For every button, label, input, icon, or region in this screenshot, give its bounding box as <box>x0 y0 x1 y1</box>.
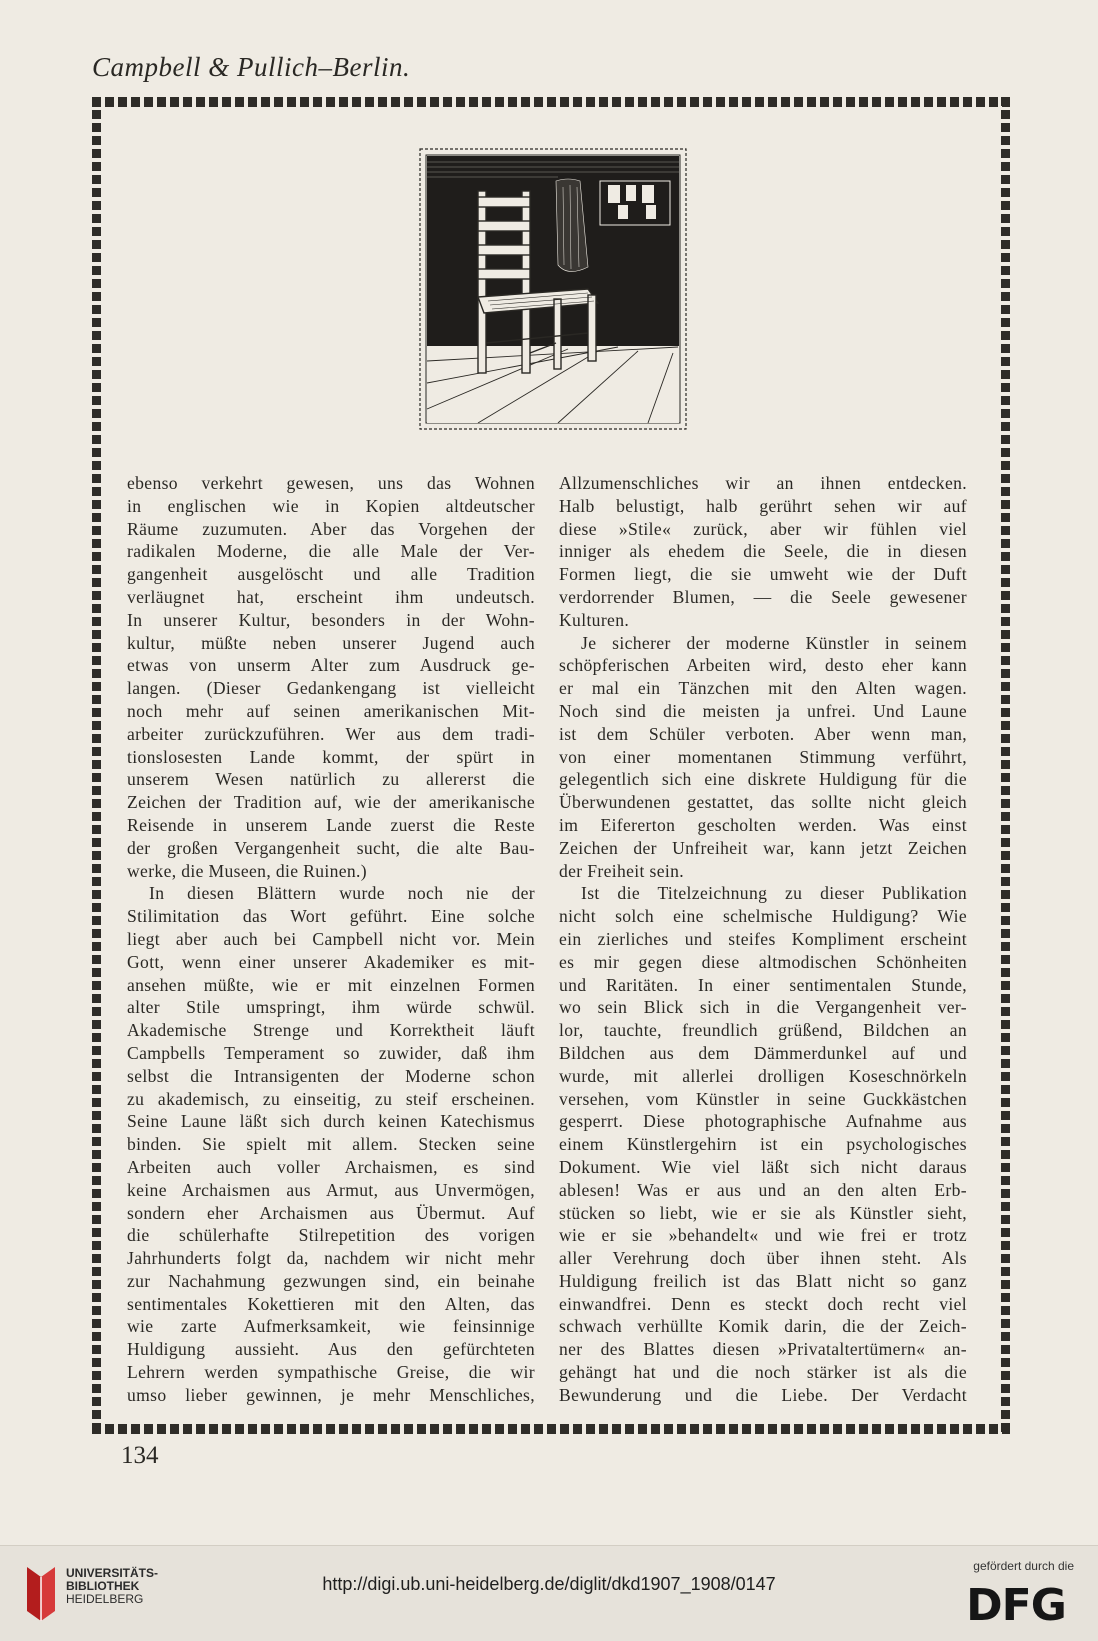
text-line: im Eifererton gescholten werden. Was einst <box>559 814 967 835</box>
text-line: Campbells Temperament so zuwider, daß ihm <box>127 1042 535 1063</box>
text-line: unserem Wesen natürlich zu allererst die <box>127 769 535 790</box>
text-line: keine Archaismen aus Armut, aus Unvermögen, <box>127 1179 535 1200</box>
dfg-logo-text: DFG <box>966 1580 1066 1627</box>
text-line: etwas von unserm Alter zum Ausdruck ge- <box>127 655 535 676</box>
text-line: zu akademisch, zu einseitig, zu steif erscheinen. <box>127 1088 535 1109</box>
text-line: wurde, mit allerlei drolligen Koseschnörkeln <box>559 1065 967 1086</box>
text-line: Seine Laune läßt sich durch keinen Katechismus <box>127 1111 535 1132</box>
text-line: ablesen! Was er aus und an den alten Erb- <box>559 1179 967 1200</box>
text-line: In diesen Blättern wurde noch nie der <box>149 883 535 904</box>
text-line: diese »Stile« zurück, aber wir fühlen viel <box>559 518 967 539</box>
text-line: Stilimitation das Wort geführt. Eine solche <box>127 906 535 927</box>
permalink-url[interactable]: http://digi.ub.uni-heidelberg.de/diglit/dkd1907_1908/0147 <box>322 1574 776 1594</box>
text-line: selbst die Intransigenten der Moderne schon <box>127 1065 535 1086</box>
text-line: Räume zuzumuten. Aber das Vorgehen der <box>127 518 535 539</box>
text-line: werke, die Museen, die Ruinen.) <box>127 860 367 881</box>
text-line: Akademische Strenge und Korrektheit läuft <box>127 1020 535 1041</box>
text-line: Halb belustigt, halb gerührt sehen wir auf <box>559 495 967 516</box>
funded-by-label: gefördert durch die <box>973 1559 1074 1573</box>
text-line: von einer momentanen Stimmung verführt, <box>559 746 967 767</box>
text-line: schwach verhüllte Komik darin, die der Zeich- <box>559 1316 967 1337</box>
text-line: lor, tauchte, freundlich grüßend, Bildchen an <box>559 1020 967 1041</box>
text-line: er mal ein Tänzchen mit den Alten wagen. <box>559 678 967 699</box>
text-line: verdorrender Blumen, — die Seele gewesener <box>559 586 967 607</box>
text-line: Bildchen aus dem Dämmerdunkel auf und <box>559 1042 967 1063</box>
text-line: versehen, vom Künstler in seine Guckkästchen <box>559 1088 967 1109</box>
border-left <box>92 97 101 1434</box>
text-line: gangenheit ausgelöscht und alle Tradition <box>127 564 535 585</box>
text-line: gesperrt. Diese photographische Aufnahme aus <box>559 1111 967 1132</box>
text-line: sondern eher Archaismen aus Übermut. Auf <box>127 1202 535 1223</box>
border-right <box>1001 97 1010 1434</box>
text-line: aller Verehrung doch über ihnen steht. Als <box>559 1248 967 1269</box>
text-line: liegt aber auch bei Campbell nicht vor. Mein <box>127 928 535 949</box>
chair-in-room-illustration <box>418 147 688 431</box>
text-line: stücken so liebt, wie er sie als Künstler sieht, <box>559 1202 967 1223</box>
running-head: Campbell & Pullich–Berlin. <box>92 52 411 82</box>
text-line: Noch sind die meisten ja unfrei. Und Laune <box>559 700 967 721</box>
border-top <box>92 97 1010 107</box>
text-line: Ist die Titelzeichnung zu dieser Publikation <box>581 883 967 904</box>
text-line: tionslosesten Lande kommt, der spürt in <box>127 746 535 767</box>
text-line: langen. (Dieser Gedankengang ist vielleicht <box>127 678 535 699</box>
text-line: ansehen müßte, wie er mit einzelnen Formen <box>127 974 535 995</box>
page-number: 134 <box>121 1442 159 1469</box>
border-bottom <box>92 1424 1010 1434</box>
text-line: ner des Blattes diesen »Privataltertümern« an- <box>559 1339 967 1360</box>
text-line: umso lieber gewinnen, je mehr Menschliches, <box>127 1384 535 1405</box>
text-line: binden. Sie spielt mit allem. Stecken seine <box>127 1134 535 1155</box>
text-line: der Freiheit sein. <box>559 860 685 881</box>
text-line: verläugnet hat, erscheint ihm undeutsch. <box>127 586 535 607</box>
text-line: Bewunderung und die Liebe. Der Verdacht <box>559 1384 967 1405</box>
text-line: arbeiter zurückzuführen. Wer aus dem tradi- <box>127 723 535 744</box>
text-line: der großen Vergangenheit sucht, die alte Bau- <box>127 837 535 858</box>
text-column-right <box>559 472 967 1407</box>
text-line: kultur, müßte neben unserer Jugend auch <box>127 632 535 653</box>
text-line: Lehrern werden sympathische Greise, die wir <box>127 1362 535 1383</box>
text-line: nicht solch eine schelmische Huldigung? Wie <box>559 906 967 927</box>
text-line: einem Künstlergehirn ist ein psychologisches <box>559 1134 967 1155</box>
text-column-left <box>127 472 535 1407</box>
text-line: In unserer Kultur, besonders in der Wohn- <box>127 609 535 630</box>
text-line: Allzumenschliches wir an ihnen entdecken. <box>559 473 967 493</box>
text-line: schöpferischen Arbeiten wird, desto eher kann <box>559 655 967 676</box>
text-line: ebenso verkehrt gewesen, uns das Wohnen <box>127 473 535 493</box>
library-name-line: HEIDELBERG <box>66 1592 144 1606</box>
dfg-logo <box>956 1577 1076 1627</box>
text-line: es mir gegen diese altmodischen Schönheiten <box>559 951 967 972</box>
text-line: Überwundenen gestattet, das sollte nicht gleich <box>559 792 967 813</box>
library-name-line: BIBLIOTHEK <box>66 1579 140 1593</box>
text-line: Reisende in unserem Lande zuerst die Reste <box>127 814 535 835</box>
text-line: gelegentlich sich eine diskrete Huldigung für die <box>559 769 967 790</box>
text-line: in englischen wie in Kopien altdeutscher <box>127 495 535 516</box>
text-line: noch mehr auf seinen amerikanischen Mit- <box>127 700 535 721</box>
text-line: zur Nachahmung gezwungen sind, ein beinahe <box>127 1270 535 1291</box>
text-line: Arbeiten auch voller Archaismen, es sind <box>127 1156 535 1177</box>
text-line: Gott, wenn einer unserer Akademiker es mit- <box>127 951 535 972</box>
text-line: Huldigung aussieht. Aus den gefürchteten <box>127 1339 535 1360</box>
text-line: wo sein Blick sich in die Vergangenheit ver- <box>559 997 967 1018</box>
text-line: alter Stile umspringt, ihm würde schwül. <box>127 997 535 1018</box>
text-line: die schülerhafte Stilrepetition des vorigen <box>127 1225 535 1246</box>
text-line: Jahrhunderts folgt da, nachdem wir nicht mehr <box>127 1248 535 1269</box>
text-line: Kulturen. <box>559 609 630 630</box>
text-line: radikalen Moderne, die alle Male der Ver- <box>127 541 535 562</box>
text-line: und Raritäten. In einer sentimentalen Stunde, <box>559 974 967 995</box>
text-line: wie er sie »behandelt« und wie frei er trotz <box>559 1225 967 1246</box>
text-line: Dokument. Wie viel läßt sich nicht daraus <box>559 1156 967 1177</box>
text-line: wie zarte Aufmerksamkeit, wie feinsinnige <box>127 1316 535 1337</box>
text-line: inniger als ehedem die Seele, die in diesen <box>559 541 967 562</box>
text-line: ist dem Schüler verboten. Aber wenn man, <box>559 723 967 744</box>
text-line: sentimentales Kokettieren mit den Alten, das <box>127 1293 535 1314</box>
library-name-line: UNIVERSITÄTS- <box>66 1566 159 1580</box>
text-line: einwandfrei. Denn es steckt doch recht viel <box>559 1293 967 1314</box>
text-line: Zeichen der Tradition auf, wie der amerikanische <box>127 792 535 813</box>
text-line: Je sicherer der moderne Künstler in seinem <box>581 632 967 653</box>
text-line: ein zierliches und steifes Kompliment erscheint <box>559 928 967 949</box>
text-line: Huldigung freilich ist das Blatt nicht so ganz <box>559 1270 967 1291</box>
text-line: gehängt hat und die noch stärker ist als die <box>559 1362 967 1383</box>
text-line: Zeichen der Unfreiheit war, kann jetzt Zeichen <box>559 837 967 858</box>
text-line: Formen liegt, die sie umweht wie der Duft <box>559 564 967 585</box>
